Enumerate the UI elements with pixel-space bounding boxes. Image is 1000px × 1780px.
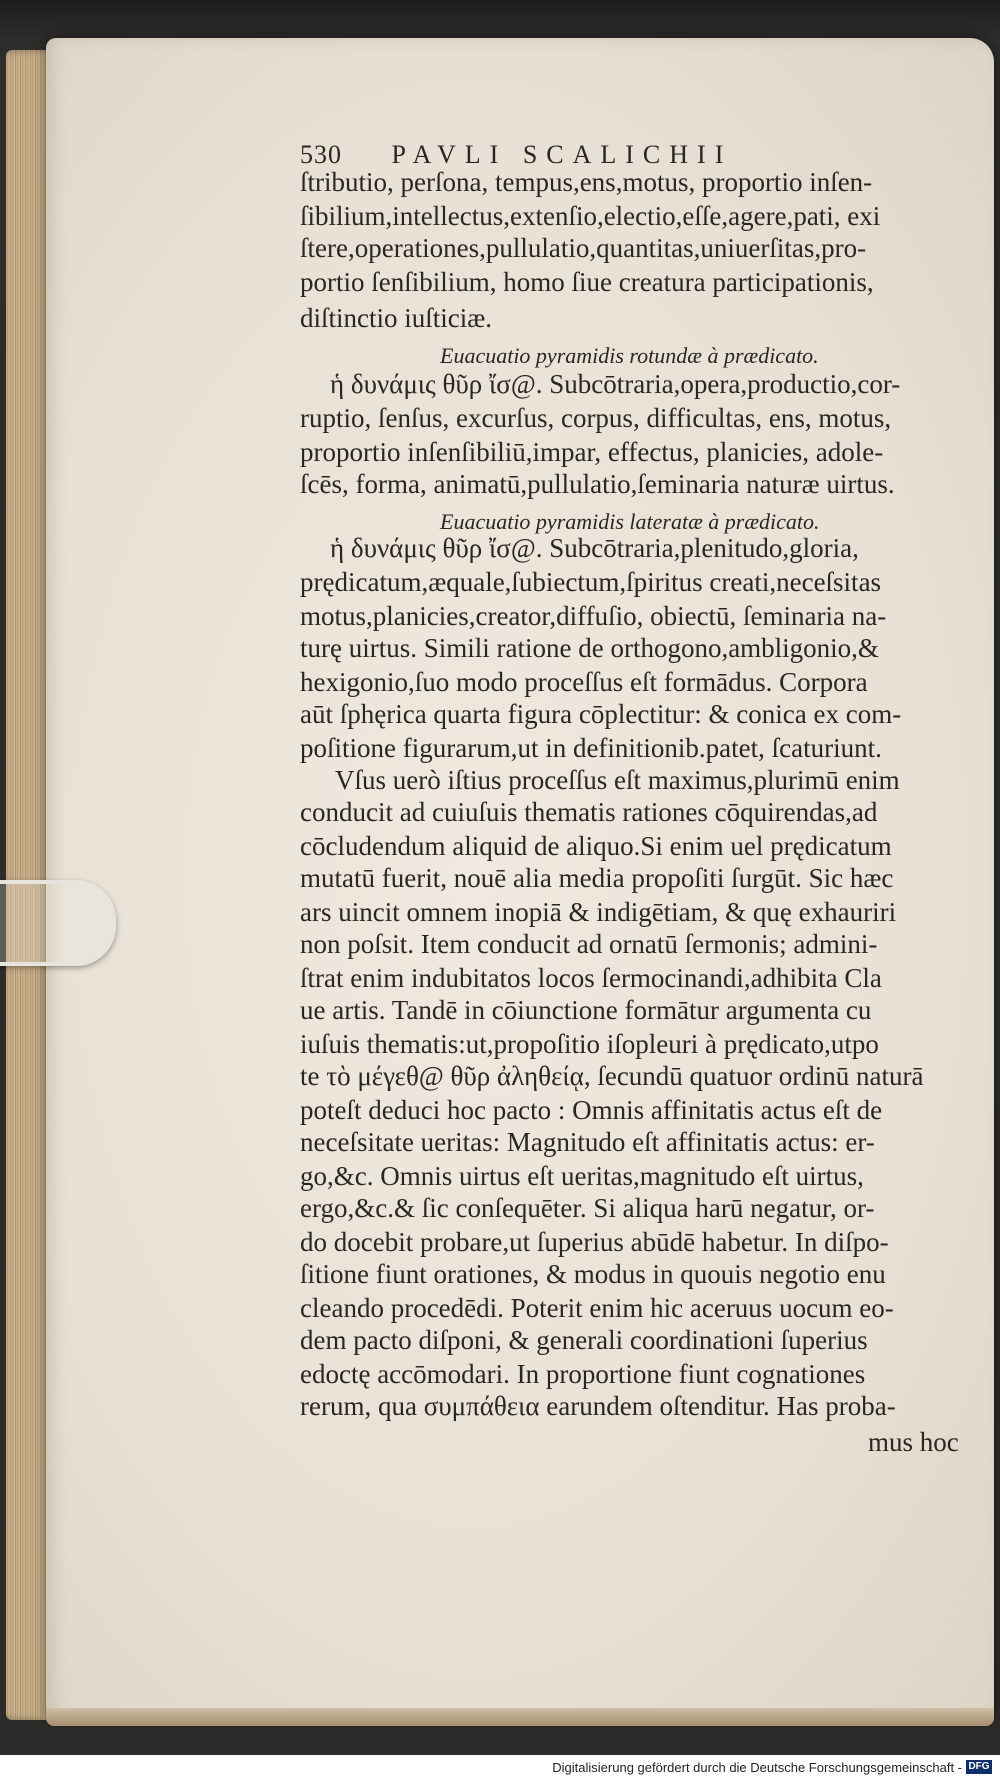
text-line: non poſsit. Item conducit ad ornatū ſermonis; admini- [300, 929, 878, 959]
dfg-logo: DFG [966, 1760, 992, 1774]
text-line: hexigonio,ſuo modo proceſſus eſt formādus. Corpora [300, 667, 868, 697]
text-line: aūt ſphęrica quarta figura cōplectitur: & conica ex com- [300, 699, 902, 729]
text-line: poſitione figurarum,ut in definitionib.patet, ſcaturiunt. [300, 733, 882, 763]
text-line: ergo,&c.& ſic conſequēter. Si aliqua harū negatur, or- [300, 1193, 875, 1223]
text-line: dem pacto diſponi, & generali coordinationi ſuperius [300, 1325, 868, 1355]
text-line: ἡ δυνάμις θῦρ ἴσ@. Subcōtraria,opera,productio,cor- [330, 369, 901, 399]
text-line: motus,planicies,creator,diffuſio, obiectū, ſeminaria na- [300, 601, 887, 631]
text-line: ſcēs, forma, animatū,pullulatio,ſeminaria naturæ uirtus. [300, 469, 895, 499]
text-line: iuſuis thematis:ut,propoſitio iſopleuri à prędicato,utpo [300, 1029, 879, 1059]
text-line: edoctę accōmodari. In proportione fiunt cognationes [300, 1359, 866, 1389]
text-line: mutatū fuerit, nouē alia media propoſiti ſurgūt. Sic hæc [300, 863, 894, 893]
text-line: mus hoc [868, 1427, 959, 1457]
page-bottom-edge [46, 1708, 994, 1726]
text-line: diſtinctio iuſticiæ. [300, 303, 492, 333]
marginal-heading: Euacuatio pyramidis lateratæ à prædicato. [440, 509, 820, 534]
text-line: proportio inſenſibiliū,impar, effectus, planicies, adole- [300, 437, 884, 467]
text-line: portio ſenſibilium, homo ſiue creatura participationis, [300, 267, 874, 297]
text-line: ruptio, ſenſus, excurſus, corpus, difficultas, ens, motus, [300, 403, 892, 433]
text-line: te τὸ μέγεθ@ θῦρ ἀληθείᾳ, ſecundū quatuor ordinū naturā [300, 1061, 924, 1091]
text-line: ue artis. Tandē in cōiunctione formātur argumenta cu [300, 995, 872, 1025]
text-line: ſtrat enim indubitatos locos ſermocinandi,adhibita Cla [300, 963, 882, 993]
text-line: prędicatum,æquale,ſubiectum,ſpiritus creati,neceſsitas [300, 567, 882, 597]
text-line: rerum, qua συμπάθεια earundem oſtenditur. Has proba- [300, 1391, 896, 1421]
marginal-heading: Euacuatio pyramidis rotundæ à prædicato. [440, 343, 819, 368]
footer-credit: Digitalisierung gefördert durch die Deutsche Forschungsgemeinschaft - [552, 1760, 962, 1775]
running-head-title: PAVLI SCALICHII [391, 140, 733, 169]
text-line: ſitione fiunt orationes, & modus in quouis negotio enu [300, 1259, 886, 1289]
text-line: go,&c. Omnis uirtus eſt ueritas,magnitudo eſt uirtus, [300, 1161, 864, 1191]
text-line: cōcludendum aliquid de aliquo.Si enim uel prędicatum [300, 831, 892, 861]
text-line: ſtributio, perſona, tempus,ens,motus, proportio inſen- [300, 167, 873, 197]
text-line: ἡ δυνάμις θῦρ ἴσ@. Subcōtraria,plenitudo,gloria, [330, 533, 859, 563]
digitization-footer [0, 1755, 1000, 1780]
page-number: 530 [300, 140, 342, 169]
text-line: ſtere,operationes,pullulatio,quantitas,uniuerſitas,pro- [300, 233, 867, 263]
text-line: poteſt deduci hoc pacto : Omnis affinitatis actus eſt de [300, 1095, 883, 1125]
text-line: ſibilium,intellectus,extenſio,electio,eſſe,agere,pati, exi [300, 201, 881, 231]
text-line: cleando procedēdi. Poterit enim hic aceruus uocum eo- [300, 1293, 894, 1323]
text-line: Vſus uerò iſtius proceſſus eſt maximus,plurimū enim [335, 765, 900, 795]
text-line: do docebit probare,ut ſuperius abūdē habetur. In diſpo- [300, 1227, 889, 1257]
text-line: turę uirtus. Simili ratione de orthogono,ambligonio,& [300, 633, 879, 663]
text-line: conducit ad cuiuſuis thematis rationes cōquirendas,ad [300, 797, 878, 827]
text-line: ars uincit omnem inopiā & indigētiam, & quę exhauriri [300, 897, 897, 927]
page-clip [0, 880, 116, 966]
text-line: neceſsitate ueritas: Magnitudo eſt affinitatis actus: er- [300, 1127, 875, 1157]
